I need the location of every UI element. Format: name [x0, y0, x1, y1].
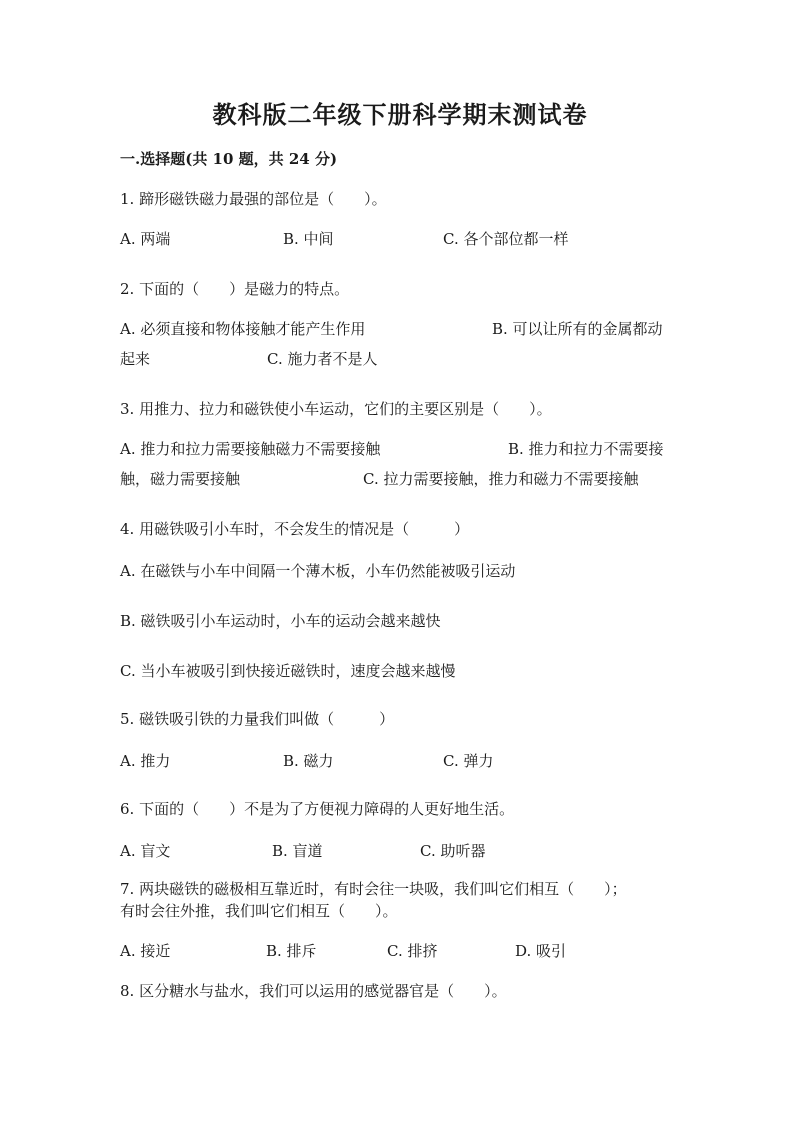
q3-option-b-continued: 触，磁力需要接触 [120, 470, 241, 488]
q1-option-c: C. 各个部位都一样 [443, 230, 569, 248]
q7-option-c: C. 排挤 [387, 942, 438, 960]
question-7-continued: 有时会往外推，我们叫它们相互（ ）。 [120, 902, 398, 920]
q5-option-a: A. 推力 [120, 752, 171, 770]
q7-option-d: D. 吸引 [515, 942, 567, 960]
q6-option-a: A. 盲文 [120, 842, 171, 860]
q2-option-b-continued: 起来 [120, 350, 151, 368]
question-3: 3. 用推力、拉力和磁铁使小车运动，它们的主要区别是（ ）。 [120, 400, 552, 418]
question-7: 7. 两块磁铁的磁极相互靠近时，有时会往一块吸，我们叫它们相互（ ）； [120, 880, 627, 898]
q7-option-a: A. 接近 [120, 942, 171, 960]
q3-option-a: A. 推力和拉力需要接触磁力不需要接触 [120, 440, 381, 458]
q2-option-c: C. 施力者不是人 [267, 350, 378, 368]
question-8: 8. 区分糖水与盐水，我们可以运用的感觉器官是（ ）。 [120, 982, 507, 1000]
question-4: 4. 用磁铁吸引小车时，不会发生的情况是（ ） [120, 520, 470, 538]
question-6: 6. 下面的（ ）不是为了方便视力障碍的人更好地生活。 [120, 800, 515, 818]
q4-option-a: A. 在磁铁与小车中间隔一个薄木板，小车仍然能被吸引运动 [120, 562, 516, 580]
q6-option-b: B. 盲道 [272, 842, 323, 860]
section-heading: 一.选择题(共 10 题，共 24 分) [120, 150, 338, 168]
q4-option-c: C. 当小车被吸引到快接近磁铁时，速度会越来越慢 [120, 662, 456, 680]
q6-option-c: C. 助听器 [420, 842, 486, 860]
q7-option-b: B. 排斥 [266, 942, 317, 960]
page-title: 教科版二年级下册科学期末测试卷 [212, 100, 588, 129]
question-2: 2. 下面的（ ）是磁力的特点。 [120, 280, 350, 298]
q2-option-b: B. 可以让所有的金属都动 [492, 320, 663, 338]
q5-option-c: C. 弹力 [443, 752, 494, 770]
q3-option-b: B. 推力和拉力不需要接 [508, 440, 664, 458]
q1-option-b: B. 中间 [283, 230, 334, 248]
q4-option-b: B. 磁铁吸引小车运动时，小车的运动会越来越快 [120, 612, 441, 630]
question-5: 5. 磁铁吸引铁的力量我们叫做（ ） [120, 710, 395, 728]
q2-option-a: A. 必须直接和物体接触才能产生作用 [120, 320, 366, 338]
q1-option-a: A. 两端 [120, 230, 171, 248]
q3-option-c: C. 拉力需要接触，推力和磁力不需要接触 [363, 470, 639, 488]
question-1: 1. 蹄形磁铁磁力最强的部位是（ ）。 [120, 190, 387, 208]
q5-option-b: B. 磁力 [283, 752, 334, 770]
